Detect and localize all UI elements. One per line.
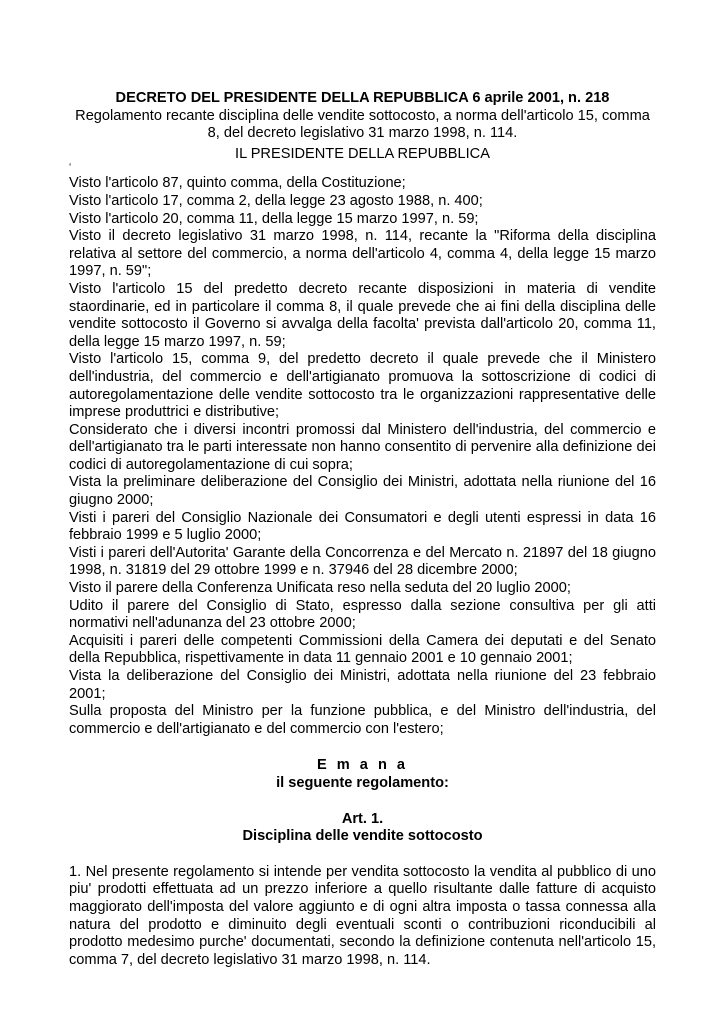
- article-paragraph: 1. Nel presente regolamento si intende per vendita sottocosto la vendita al pubblico di uno piu' prodotti effettuata ad un prezzo inferiore a quello risultante dalle fatture di acquisto maggiorato dell'imposta del valore aggiunto e di ogni altra imposta o tassa connessa alla natura del prodotto e diminuito degli eventuali sconti o contribuzioni riconducibili al prodotto medesimo purche' documentati, secondo la definizione contenuta nell'articolo 15, comma 7, del decreto legislativo 31 marzo 1998, n. 114.: [69, 863, 656, 968]
- emana-heading: E m a n a: [316, 757, 409, 774]
- recital-paragraph: Considerato che i diversi incontri promossi dal Ministero dell'industria, del commercio e dell'artigianato tra le parti interessate non hanno consentito di pervenire alla definizione dei codici di autoregolamentazione di cui sopra;: [69, 421, 656, 473]
- recital-paragraph: Visto l'articolo 15 del predetto decreto recante disposizioni in materia di vendite staordinarie, ed in particolare il comma 8, il quale prevede che ai fini della disciplina delle vendite sottocosto il Governo si avvalga della facolta' prevista dall'articolo 20, comma 11, della legge 15 marzo 1997, n. 59;: [69, 280, 656, 350]
- article-number: Art. 1.: [341, 810, 384, 827]
- enactment-block: [69, 757, 656, 792]
- article-heading-block: [69, 811, 656, 846]
- recital-paragraph: Sulla proposta del Ministro per la funzione pubblica, e del Ministro dell'industria, del commercio e dell'artigianato e del commercio con l'estero;: [69, 703, 656, 737]
- stray-mark: ‘: [69, 162, 72, 174]
- recital-paragraph: Udito il parere del Consiglio di Stato, espresso dalla sezione consultiva per gli atti normativi nell'adunanza del 23 ottobre 2000;: [69, 597, 656, 632]
- decree-title: DECRETO DEL PRESIDENTE DELLA REPUBBLICA 6 aprile 2001, n. 218: [115, 90, 610, 106]
- president-heading: IL PRESIDENTE DELLA REPUBBLICA: [235, 145, 490, 162]
- recital-paragraph: Vista la preliminare deliberazione del Consiglio dei Ministri, adottata nella riunione del 16 giugno 2000;: [69, 474, 656, 509]
- recital-paragraph: Visto il decreto legislativo 31 marzo 1998, n. 114, recante la "Riforma della disciplina relativa al settore del commercio, a norma dell'articolo 4, comma 4, della legge 15 marzo 1997, n. 59";: [69, 228, 656, 280]
- recital-paragraph: Visto l'articolo 20, comma 11, della legge 15 marzo 1997, n. 59;: [69, 210, 479, 227]
- enactment-subheading: il seguente regolamento:: [276, 774, 449, 791]
- article-title: Disciplina delle vendite sottocosto: [242, 828, 483, 845]
- decree-subtitle: Regolamento recante disciplina delle vendite sottocosto, a norma dell'articolo 15, comma 8, del decreto legislativo 31 marzo 1998, n. 114.: [75, 107, 650, 142]
- recital-paragraph: Visti i pareri dell'Autorita' Garante della Concorrenza e del Mercato n. 21897 del 18 giugno 1998, n. 31819 del 29 ottobre 1999 e n. 37946 del 28 dicembre 2000;: [69, 544, 656, 579]
- recital-paragraph: Visto l'articolo 17, comma 2, della legge 23 agosto 1988, n. 400;: [69, 192, 483, 209]
- recital-paragraph: Visto l'articolo 15, comma 9, del predetto decreto il quale prevede che il Ministero dell'industria, del commercio e dell'artigianato promuova la sottoscrizione di codici di autoregolamentazione delle vendite sottocosto tra le organizzazioni rappresentative delle imprese produttrici e distributive;: [69, 351, 656, 421]
- recital-paragraph: Visto il parere della Conferenza Unificata reso nella seduta del 20 luglio 2000;: [69, 580, 571, 597]
- recital-paragraph: Visto l'articolo 87, quinto comma, della Costituzione;: [69, 175, 406, 192]
- recital-paragraph: Vista la deliberazione del Consiglio dei Ministri, adottata nella riunione del 23 febbraio 2001;: [69, 668, 656, 702]
- recital-paragraph: Acquisiti i pareri delle competenti Commissioni della Camera dei deputati e del Senato della Repubblica, rispettivamente in data 11 gennaio 2001 e 10 gennaio 2001;: [69, 632, 656, 667]
- recitals-list: [69, 175, 656, 738]
- recital-paragraph: Visti i pareri del Consiglio Nazionale dei Consumatori e degli utenti espressi in data 16 febbraio 1999 e 5 luglio 2000;: [69, 509, 656, 544]
